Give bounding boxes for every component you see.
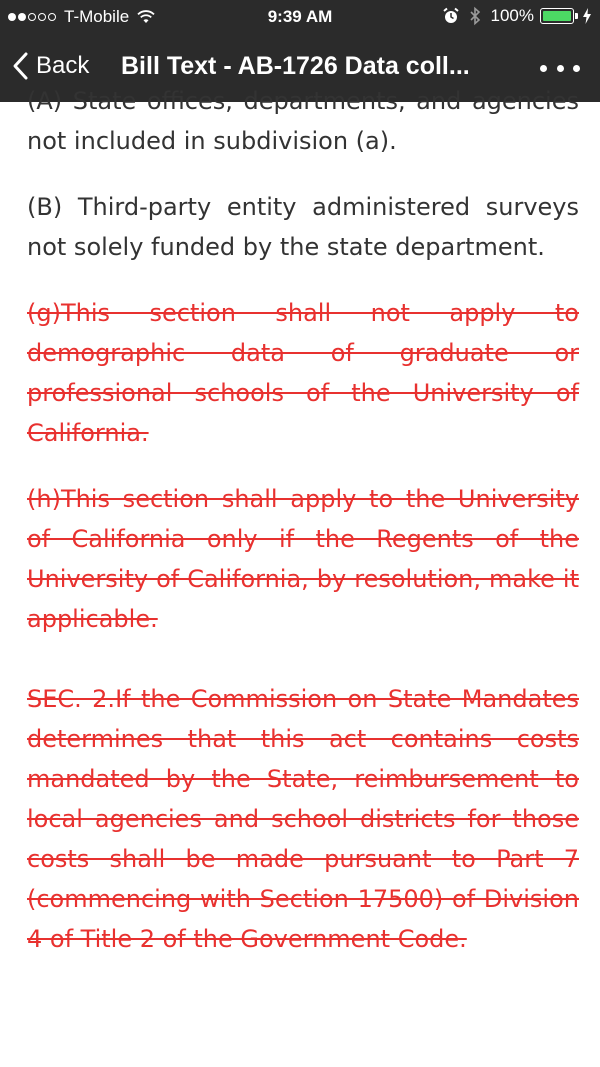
bill-text-body [27, 81, 579, 985]
section-spacer [27, 665, 579, 679]
alarm-icon [443, 7, 459, 25]
more-horizontal-icon [540, 65, 547, 72]
back-label: Back [36, 52, 90, 79]
carrier-name: T-Mobile [64, 7, 130, 26]
battery-percentage: 100% [490, 6, 534, 25]
back-button[interactable] [12, 52, 89, 80]
battery-cap [575, 13, 578, 19]
charging-icon [582, 8, 592, 24]
bill-text-content[interactable] [0, 87, 600, 1067]
chevron-left-icon [12, 52, 28, 80]
deleted-paragraph-g: (g)This section shall not apply to demographic data of graduate or professional schools of the University of California. [27, 299, 579, 447]
more-options-button[interactable] [540, 58, 580, 78]
deleted-section-2: SEC. 2.If the Commission on State Mandates determines that this act contains costs mandated by the State, reimbursement to local agencies and school districts for those costs shall be made pursuant to Part 7 (commencing with Section 17500) of Division 4 of Title 2 of the Government Code. [27, 685, 579, 953]
status-time: 9:39 AM [267, 7, 333, 26]
status-bar [0, 0, 600, 34]
bluetooth-icon [467, 7, 483, 25]
page-title: Bill Text - AB-1726 Data coll... [121, 52, 470, 80]
bill-paragraph-b: (B) Third-party entity administered surveys not solely funded by the state department. [27, 193, 579, 261]
battery-icon [540, 8, 574, 24]
status-right [443, 6, 592, 26]
bill-paragraph-a: (A) State offices, departments, and agencies not included in subdivision (a). [27, 87, 579, 155]
deleted-paragraph-h: (h)This section shall apply to the University of California only if the Regents of the University of California, by resolution, make it applicable. [27, 485, 579, 633]
